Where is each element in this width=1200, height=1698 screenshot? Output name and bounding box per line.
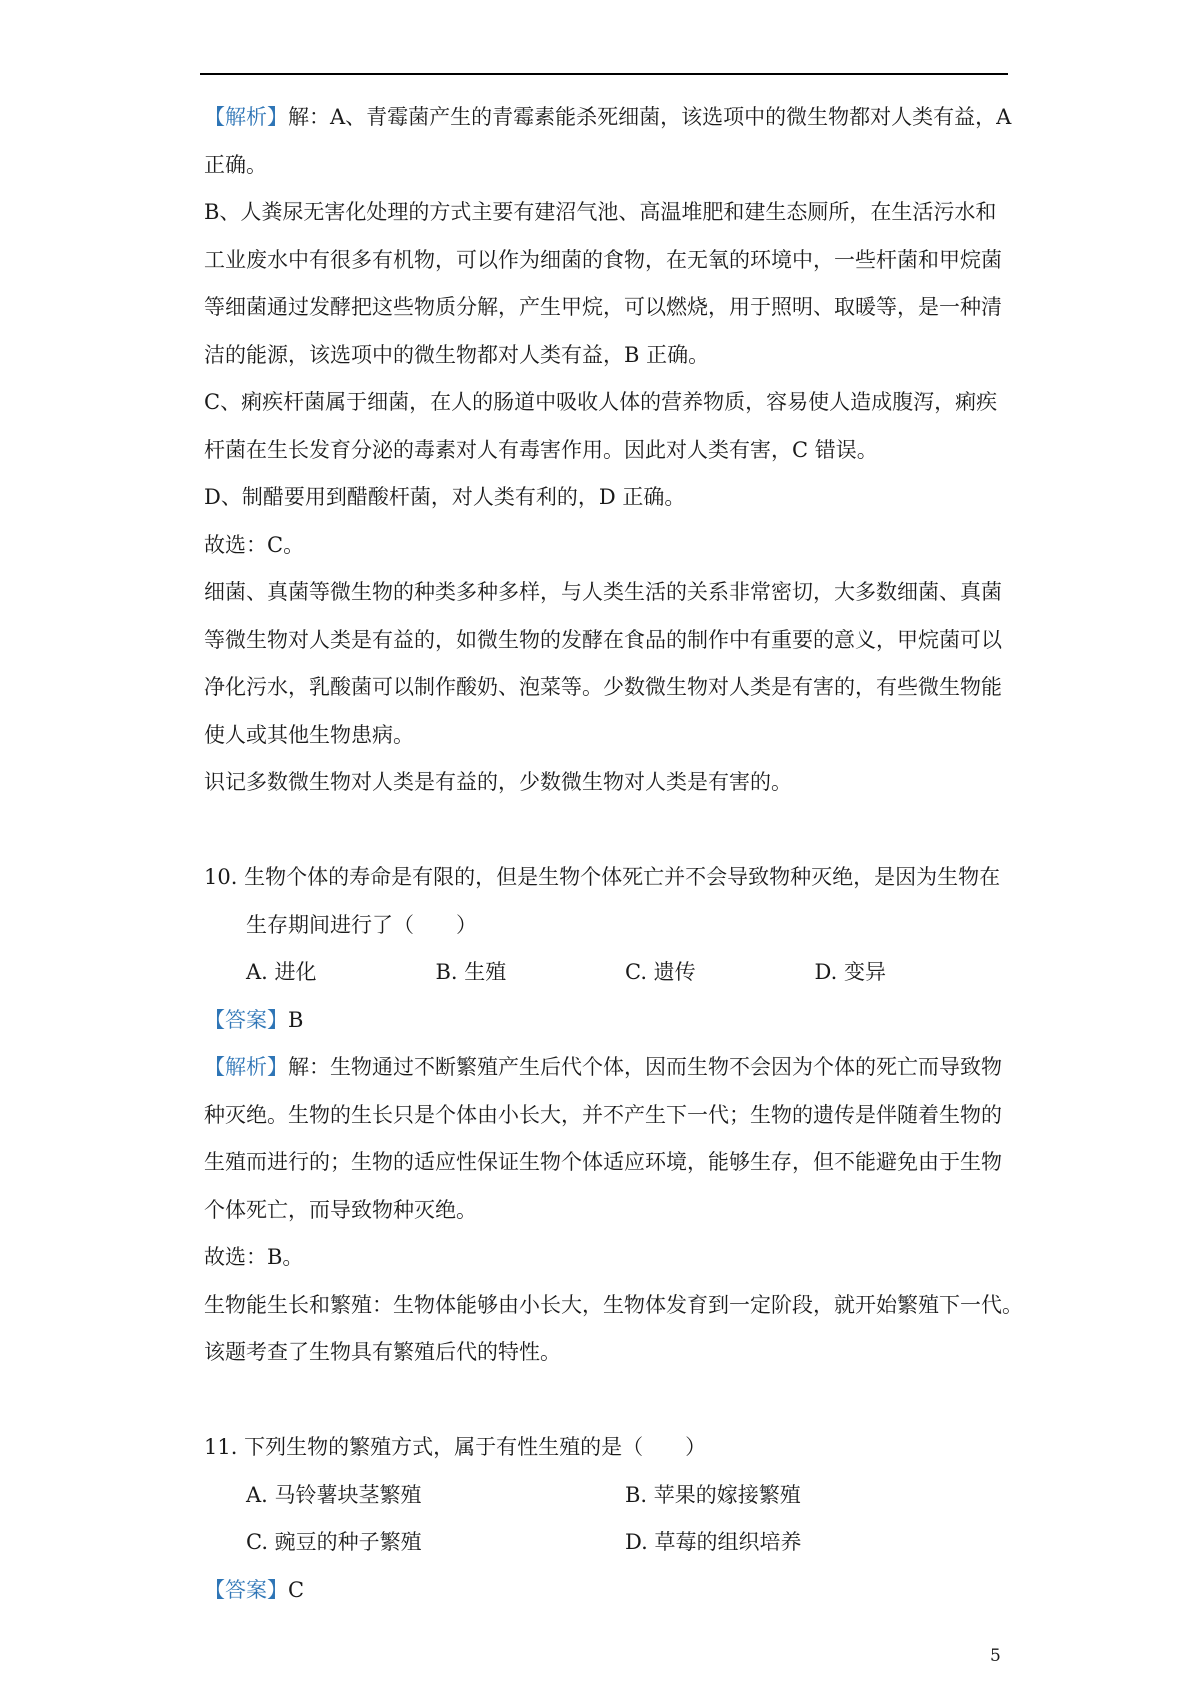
q9-explanation-line: B、人粪尿无害化处理的方式主要有建沼气池、高温堆肥和建生态厕所，在生活污水和 (204, 200, 997, 224)
q10-stem: 10. 生物个体的寿命是有限的，但是生物个体死亡并不会导致物种灭绝，是因为生物在 (204, 865, 1001, 889)
q9-explanation-line: 洁的能源，该选项中的微生物都对人类有益，B 正确。 (204, 342, 710, 367)
document-page (204, 94, 1023, 1614)
q9-explanation-line: 使人或其他生物患病。 (204, 722, 414, 747)
header-rule (200, 73, 1008, 75)
q10-stem-cont: 生存期间进行了（ ） (246, 912, 477, 937)
q11-stem: 11. 下列生物的繁殖方式，属于有性生殖的是（ ） (204, 1435, 707, 1459)
spacer (204, 1377, 1004, 1425)
q9-explanation-line: 【解析】解：A、青霉菌产生的青霉素能杀死细菌，该选项中的微生物都对人类有益，A (204, 105, 1012, 129)
q10-explanation-line: 生殖而进行的；生物的适应性保证生物个体适应环境，能够生存，但不能避免由于生物 (204, 1150, 1002, 1174)
answer-tag: 【答案】 (204, 1577, 288, 1602)
q9-explanation-line: 杆菌在生长发育分泌的毒素对人有毒害作用。因此对人类有害，C 错误。 (204, 437, 878, 462)
q10-options (204, 949, 1004, 997)
q10-explanation-line: 生物能生长和繁殖：生物体能够由小长大，生物体发育到一定阶段，就开始繁殖下一代。 (204, 1292, 1023, 1317)
q10-option-d: D. 变异 (814, 960, 886, 984)
q9-explanation-line: 识记多数微生物对人类是有益的，少数微生物对人类是有害的。 (204, 770, 792, 794)
q11-option-c: C. 豌豆的种子繁殖 (246, 1530, 422, 1554)
q9-explanation-line: 正确。 (204, 152, 267, 177)
q10-explanation-line: 种灭绝。生物的生长只是个体由小长大，并不产生下一代；生物的遗传是伴随着生物的 (204, 1102, 1002, 1127)
q10-option-a: A. 进化 (246, 960, 317, 984)
answer-tag: 【答案】 (204, 1007, 288, 1032)
q9-explanation-line: 工业废水中有很多有机物，可以作为细菌的食物，在无氧的环境中，一些杆菌和甲烷菌 (204, 247, 1002, 272)
q10-option-c: C. 遗传 (625, 960, 696, 984)
q9-explanation-line: 故选：C。 (204, 532, 305, 557)
q11-options-row2 (204, 1519, 1004, 1567)
answer-value: C (288, 1577, 305, 1602)
q10-explanation-line: 【解析】解：生物通过不断繁殖产生后代个体，因而生物不会因为个体的死亡而导致物 (204, 1055, 1002, 1079)
q9-explanation-line: 等微生物对人类是有益的，如微生物的发酵在食品的制作中有重要的意义，甲烷菌可以 (204, 627, 1002, 652)
q11-options-row1 (204, 1472, 1004, 1520)
q9-explanation-line: 等细菌通过发酵把这些物质分解，产生甲烷，可以燃烧，用于照明、取暖等，是一种清 (204, 295, 1002, 319)
q11-option-d: D. 草莓的组织培养 (625, 1530, 802, 1554)
q10-explanation-line: 故选：B。 (204, 1245, 304, 1269)
spacer (204, 807, 1004, 855)
q9-explanation-line: D、制醋要用到醋酸杆菌，对人类有利的，D 正确。 (204, 485, 686, 509)
q11-option-b: B. 苹果的嫁接繁殖 (625, 1482, 801, 1507)
q9-explanation-line: C、痢疾杆菌属于细菌，在人的肠道中吸收人体的营养物质，容易使人造成腹泻，痢疾 (204, 390, 998, 414)
answer-value: B (288, 1007, 304, 1032)
q11-option-a: A. 马铃薯块茎繁殖 (246, 1482, 422, 1507)
q10-answer (204, 997, 1004, 1045)
explanation-tag: 【解析】 (204, 105, 288, 129)
q9-explanation-line: 净化污水，乳酸菌可以制作酸奶、泡菜等。少数微生物对人类是有害的，有些微生物能 (204, 675, 1002, 699)
q10-option-b: B. 生殖 (435, 960, 507, 984)
q11-answer (204, 1567, 1004, 1615)
q10-explanation-line: 个体死亡，而导致物种灭绝。 (204, 1197, 477, 1222)
explanation-tag: 【解析】 (204, 1055, 288, 1079)
q9-explanation-line: 细菌、真菌等微生物的种类多种多样，与人类生活的关系非常密切，大多数细菌、真菌 (204, 580, 1002, 604)
page-number: 5 (990, 1646, 1001, 1666)
q10-explanation-line: 该题考查了生物具有繁殖后代的特性。 (204, 1340, 561, 1364)
